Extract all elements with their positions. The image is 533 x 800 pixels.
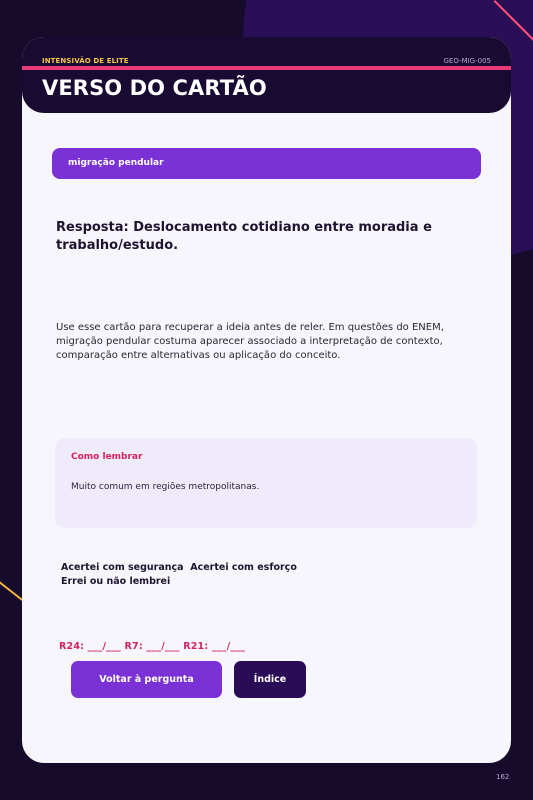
card-header	[22, 37, 511, 113]
card-code: GEO-MIG-005	[443, 57, 491, 65]
course-label: INTENSIVÃO DE ELITE	[42, 57, 129, 65]
answer-text: Resposta: Deslocamento cotidiano entre moradia e trabalho/estudo.	[56, 220, 432, 253]
back-to-question-button[interactable]: Voltar à pergunta	[71, 661, 222, 698]
index-button[interactable]: Índice	[234, 661, 306, 698]
review-schedule: R24: ___/___ R7: ___/___ R21: ___/___	[59, 641, 246, 652]
check-option-missed[interactable]: Errei ou não lembrei	[61, 576, 171, 587]
page-title: VERSO DO CARTÃO	[42, 76, 267, 100]
topic-label: migração pendular	[52, 148, 481, 179]
tip-title: Como lembrar	[71, 452, 143, 462]
check-option-secure[interactable]: Acertei com segurança	[61, 562, 184, 573]
flashcard	[22, 37, 511, 763]
self-check-options	[61, 561, 321, 589]
page-number: 162	[496, 773, 510, 781]
tip-text: Muito comum em regiões metropolitanas.	[71, 482, 260, 492]
memory-tip-box	[55, 438, 477, 528]
accent-bar	[22, 66, 511, 70]
instruction-text: Use esse cartão para recuperar a ideia antes de reler. Em questões do ENEM, migração pendular costuma aparecer associado a interpretação de contexto, comparação entre alternativas ou aplicação do conceito.	[56, 322, 444, 361]
check-option-effort[interactable]: Acertei com esforço	[190, 562, 297, 573]
